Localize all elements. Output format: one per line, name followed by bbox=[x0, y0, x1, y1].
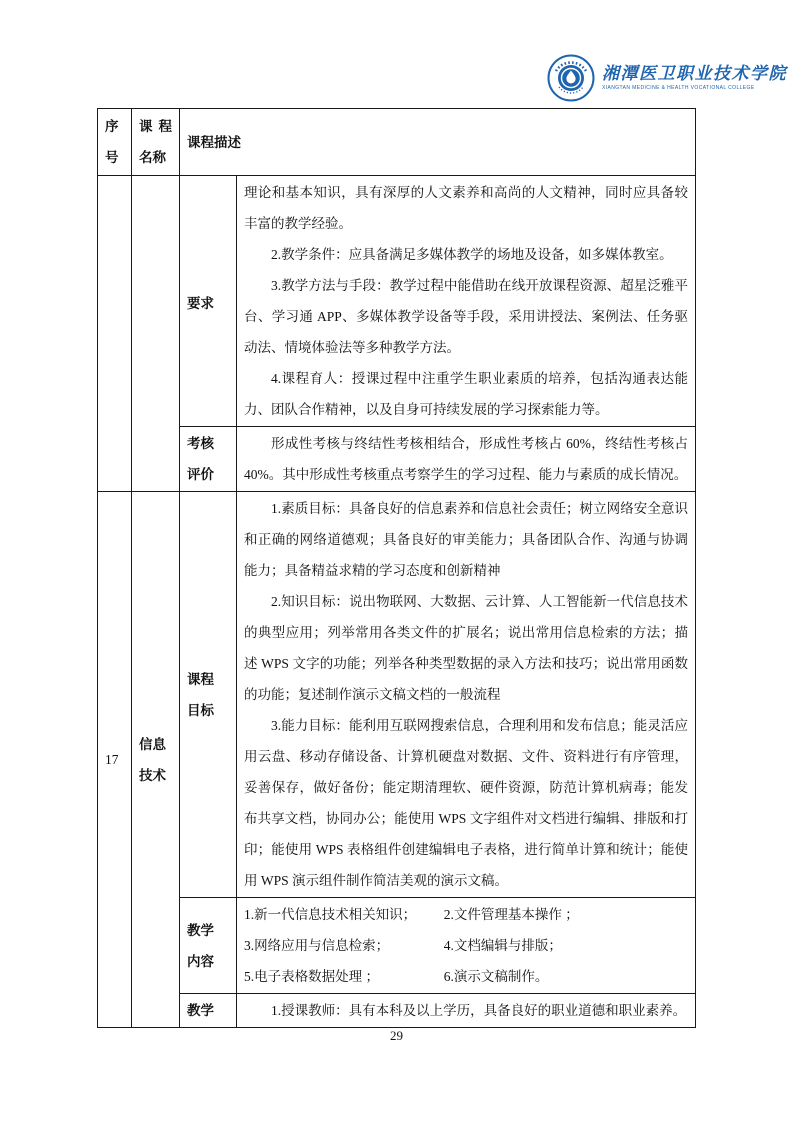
paragraph: 2.教学条件：应具备满足多媒体教学的场地及设备，如多媒体教室。 bbox=[271, 247, 673, 262]
content-item-grid bbox=[244, 899, 688, 992]
objectives-label: 课程目标 bbox=[187, 671, 214, 718]
paragraph: 4.课程育人：授课过程中注重学生职业素质的培养，包括沟通表达能力、团队合作精神，以及自身可持续发展的学习探索能力等。 bbox=[244, 371, 688, 417]
prev-course-no-cell bbox=[98, 176, 132, 492]
paragraph: 1.素质目标：具备良好的信息素养和信息社会责任；树立网络安全意识和正确的网络道德观；具备良好的审美能力；具备团队合作、沟通与协调能力；具备精益求精的学习态度和创新精神 bbox=[244, 501, 688, 578]
requirements-label: 要求 bbox=[187, 295, 214, 311]
course-no-cell: 17 bbox=[98, 492, 132, 1028]
course-table bbox=[97, 108, 696, 1028]
paragraph: 理论和基本知识，具有深厚的人文素养和高尚的人文精神，同时应具备较丰富的教学经验。 bbox=[244, 185, 688, 231]
paragraph: 2.知识目标：说出物联网、大数据、云计算、人工智能新一代信息技术的典型应用；列举常用各类文件的扩展名；说出常用信息检索的方法；描述 WPS 文字的功能；列举各种类型数据的录入方法和技巧；说出常用函数的功能；复述制作演示文稿文档的一般流程 bbox=[244, 594, 688, 702]
college-name-en: XIANGTAN MEDICINE & HEALTH VOCATIONAL COLLEGE bbox=[602, 84, 755, 91]
requirements-text-cell bbox=[237, 176, 696, 427]
table-header-row bbox=[98, 109, 696, 176]
label-cell-content bbox=[180, 898, 237, 994]
prev-course-name-cell bbox=[132, 176, 180, 492]
label-cell-requirements bbox=[180, 176, 237, 427]
content-row bbox=[98, 898, 696, 994]
paragraph: 3.能力目标：能利用互联网搜索信息，合理利用和发布信息；能灵活应用云盘、移动存储设备、计算机硬盘对数据、文件、资料进行有序管理，妥善保存，做好备份；能定期清理软、硬件资源，防范计算机病毒；能发布共享文档，协同办公；能使用 WPS 文字组件对文档进行编辑、排版和打印；能使用 WPS 表格组件创建编辑电子表格，进行简单计算和统计；能使用 WPS 演示组件制作简洁美观的演示文稿。 bbox=[244, 718, 688, 888]
paragraph: 3.教学方法与手段：教学过程中能借助在线开放课程资源、超星泛雅平台、学习通 APP、多媒体教学设备等手段，采用讲授法、案例法、任务驱动法、情境体验法等多种教学方法。 bbox=[244, 278, 688, 355]
header-logo bbox=[547, 54, 787, 102]
content-item: 4.文档编辑与排版； bbox=[443, 938, 562, 953]
college-emblem-icon bbox=[547, 54, 595, 102]
assessment-row bbox=[98, 427, 696, 492]
college-name-block bbox=[602, 65, 787, 91]
college-name: 湘潭医卫职业技术学院 bbox=[602, 63, 787, 83]
page-number: 29 bbox=[390, 1028, 403, 1043]
content-item: 5.电子表格数据处理 ； bbox=[244, 969, 379, 984]
label-cell-teaching bbox=[180, 994, 237, 1028]
paragraph: 1.授课教师：具有本科及以上学历，具备良好的职业道德和职业素养。 bbox=[271, 1003, 687, 1018]
requirements-row bbox=[98, 176, 696, 427]
header-cell-no: 序号 bbox=[98, 109, 132, 176]
content-label: 教学内容 bbox=[187, 922, 214, 969]
content-item: 6.演示文稿制作。 bbox=[443, 969, 549, 984]
teaching-label: 教学 bbox=[187, 1003, 214, 1018]
content-item: 2.文件管理基本操作 ； bbox=[443, 907, 579, 922]
course-name-cell bbox=[132, 492, 180, 1028]
label-cell-assessment bbox=[180, 427, 237, 492]
label-cell-objectives bbox=[180, 492, 237, 898]
content-text-cell bbox=[237, 898, 696, 994]
content-item: 1.新一代信息技术相关知识； bbox=[244, 907, 417, 922]
course-name-label: 信息技术 bbox=[139, 736, 166, 783]
assessment-text-cell bbox=[237, 427, 696, 492]
teaching-text-cell bbox=[237, 994, 696, 1028]
header-cell-desc: 课程描述 bbox=[180, 109, 696, 176]
teaching-row bbox=[98, 994, 696, 1028]
assessment-label: 考核评价 bbox=[187, 436, 214, 482]
header-cell-name: 课程名称 bbox=[132, 109, 180, 176]
paragraph: 形成性考核与终结性考核相结合，形成性考核占 60%，终结性考核占 40%。其中形成性考核重点考察学生的学习过程、能力与素质的成长情况。 bbox=[244, 436, 688, 482]
objectives-row bbox=[98, 492, 696, 898]
content-item: 3.网络应用与信息检索； bbox=[244, 938, 390, 953]
objectives-text-cell bbox=[237, 492, 696, 898]
